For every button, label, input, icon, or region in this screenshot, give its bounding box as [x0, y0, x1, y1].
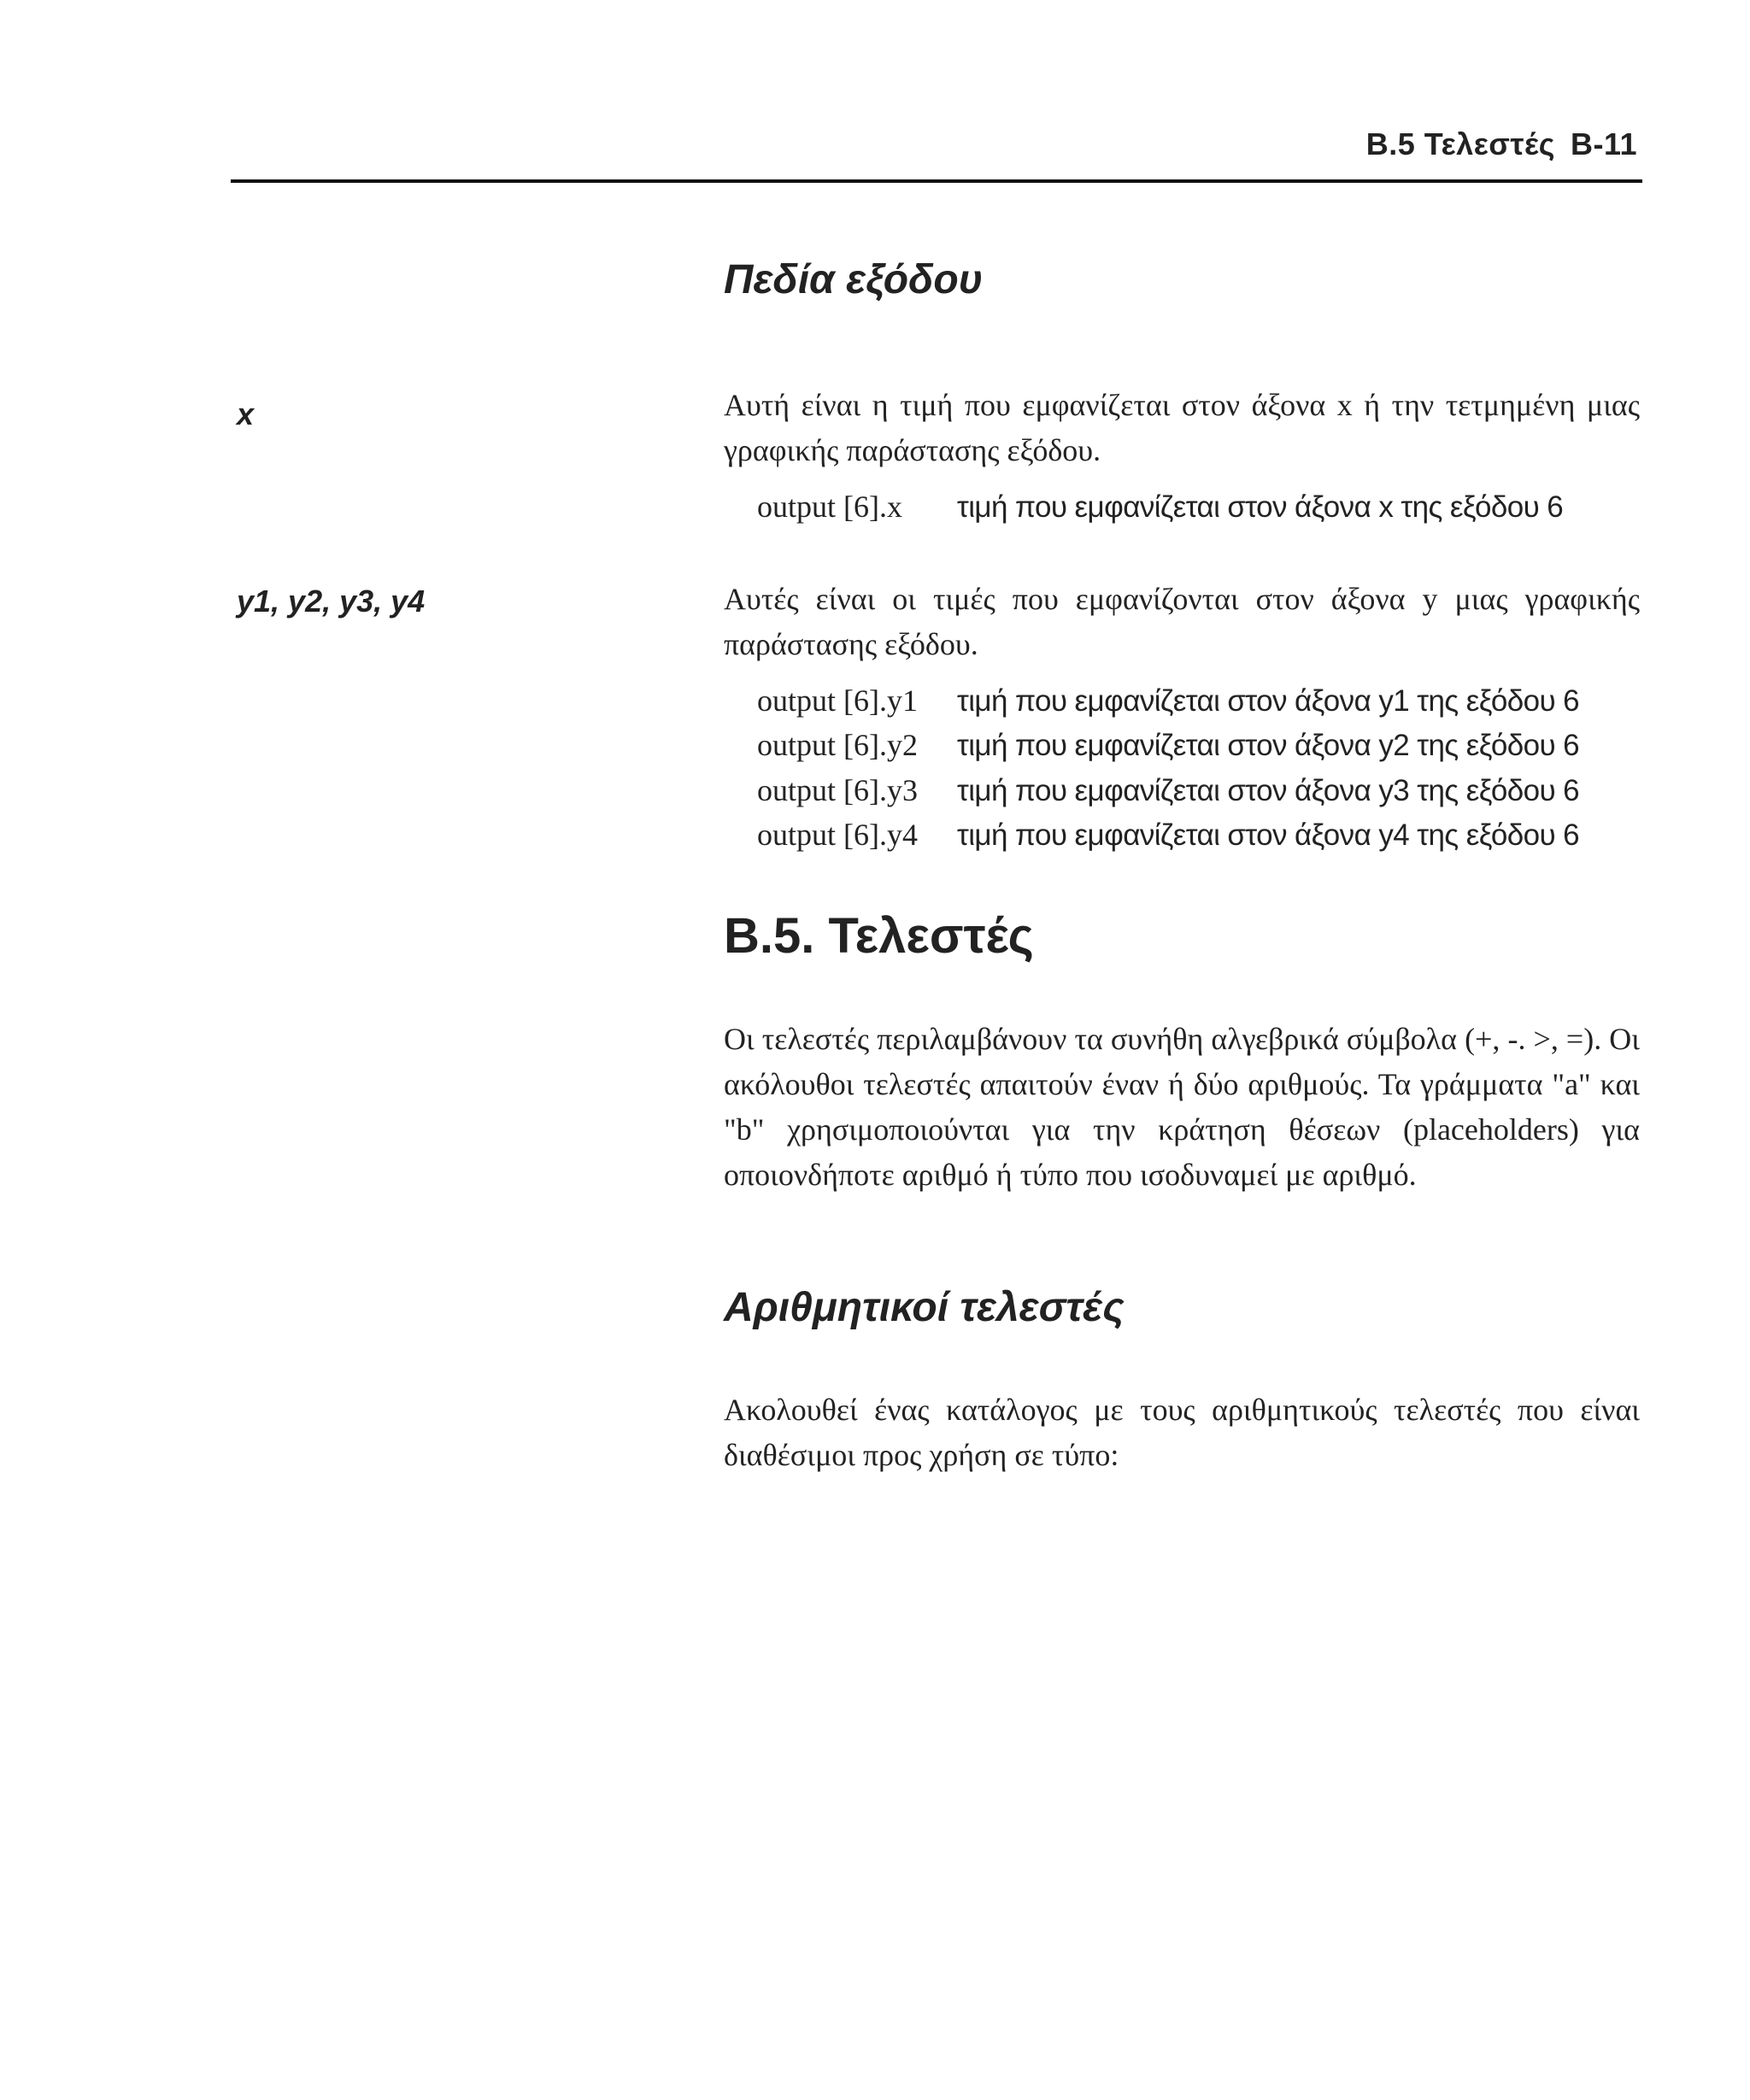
example-description: τιμή που εμφανίζεται στον άξονα x της εξόδου 6	[957, 490, 1564, 524]
example-code: output [6].y3	[757, 773, 918, 807]
example-description: τιμή που εμφανίζεται στον άξονα y2 της εξόδου 6	[957, 729, 1579, 762]
example-code: output [6].y1	[757, 683, 918, 718]
arithmetic-operators-heading: Αριθμητικοί τελεστές	[724, 1285, 1125, 1330]
section-heading: B.5. Τελεστές	[724, 908, 1034, 964]
example-row	[757, 683, 1579, 727]
example-row	[757, 772, 1579, 817]
example-description: τιμή που εμφανίζεται στον άξονα y4 της εξόδου 6	[957, 818, 1579, 852]
example-row	[757, 489, 1563, 533]
running-header	[1351, 126, 1637, 162]
header-section-title: B.5 Τελεστές	[1365, 126, 1555, 161]
term-x: x	[237, 396, 255, 431]
arithmetic-operators-intro: Ακολουθεί ένας κατάλογος με τους αριθμητικούς τελεστές που είναι διαθέσιμοι προς χρήση σε τύπο:	[724, 1393, 1640, 1472]
term-x-description: Αυτή είναι η τιμή που εμφανίζεται στον άξονα x ή την τετμημένη μιας γραφικής παράστασης εξόδου.	[724, 388, 1640, 467]
example-description: τιμή που εμφανίζεται στον άξονα y3 της εξόδου 6	[957, 774, 1579, 807]
example-code: output [6].x	[757, 490, 902, 524]
example-code: output [6].y2	[757, 728, 918, 762]
term-y: y1, y2, y3, y4	[237, 584, 426, 619]
example-row	[757, 727, 1579, 771]
header-rule	[231, 179, 1642, 183]
page-number: B-11	[1570, 126, 1637, 161]
output-fields-heading: Πεδία εξόδου	[724, 257, 984, 302]
example-row	[757, 817, 1579, 861]
example-code: output [6].y4	[757, 818, 918, 852]
example-description: τιμή που εμφανίζεται στον άξονα y1 της εξόδου 6	[957, 684, 1579, 718]
operators-intro: Οι τελεστές περιλαμβάνουν τα συνήθη αλγεβρικά σύμβολα (+, -. >, =). Οι ακόλουθοι τελεστές απαιτούν έναν ή δύο αριθμούς. Τα γράμματα "a" και "b" χρησιμοποιούνται για την κράτηση θέσεων (placeholders) για οποιονδήποτε αριθμό ή τύπο που ισοδυναμεί με αριθμό.	[724, 1022, 1640, 1192]
term-y-description: Αυτές είναι οι τιμές που εμφανίζονται στον άξονα y μιας γραφικής παράστασης εξόδου.	[724, 582, 1640, 661]
